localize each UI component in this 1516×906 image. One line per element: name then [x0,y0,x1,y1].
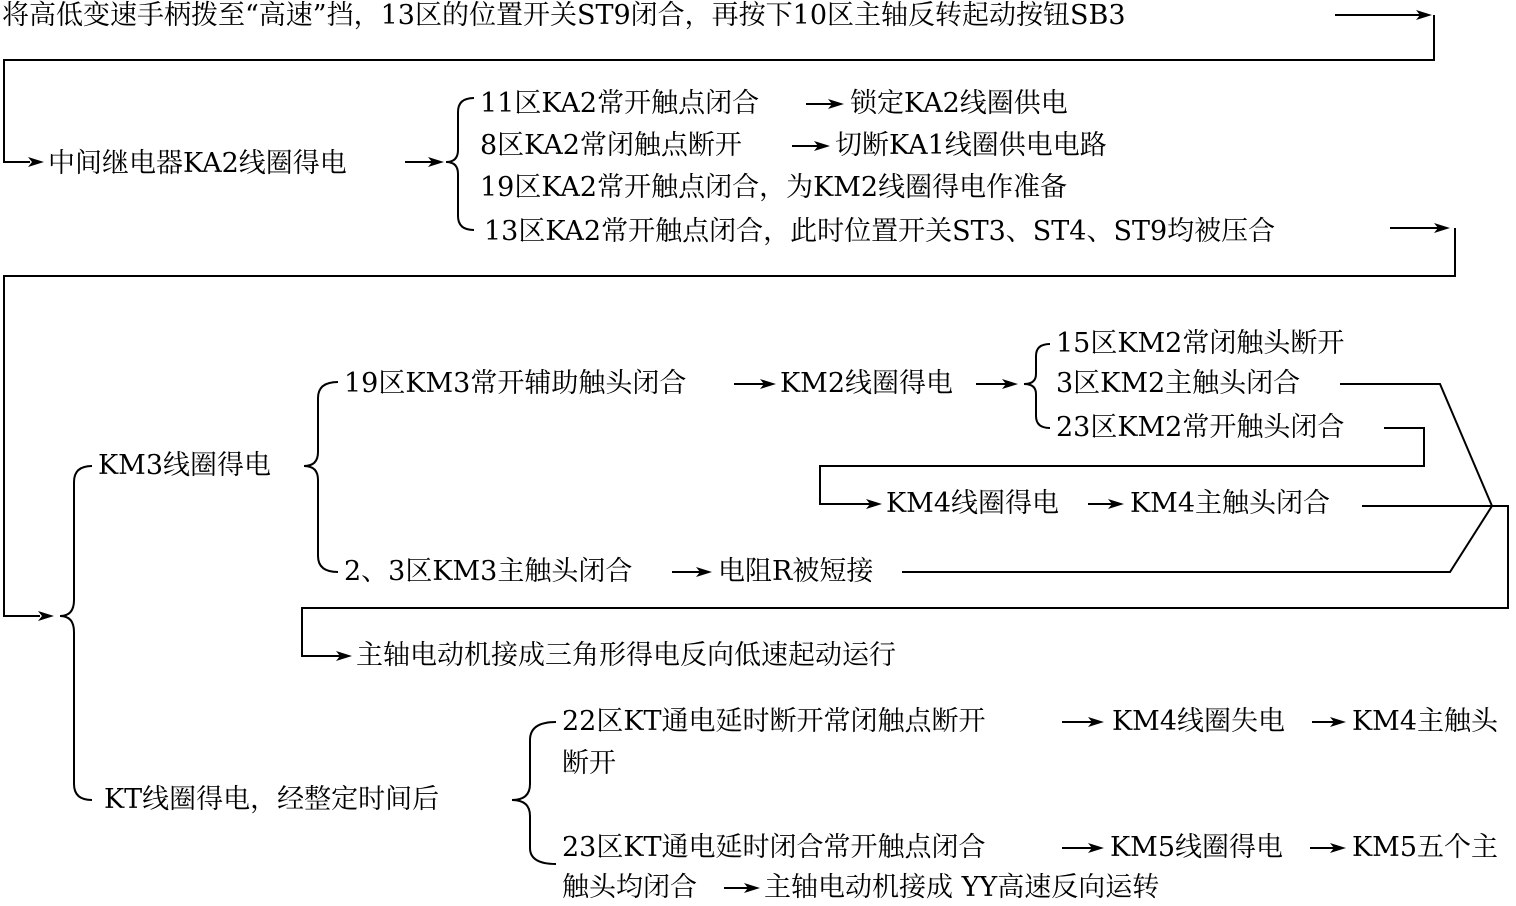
merge-line [902,506,1492,572]
km2-branch-2: 3区KM2主触头闭合 [1056,368,1301,399]
wrap-line [4,228,1455,616]
kt-branch-1-cont: 断开 [562,748,616,779]
kt-branch-2-cont: 触头均闭合 [562,872,697,903]
wrap-line [4,15,1434,162]
km2-brace [1024,344,1050,428]
kt-brace [512,722,556,864]
km3-branch-2-result: 电阻R被短接 [718,556,874,587]
kt-branch-2: 23区KT通电延时闭合常开触点闭合 [562,832,986,863]
ka2-branch-3: 19区KA2常开触点闭合，为KM2线圈得电作准备 [480,172,1068,203]
ka2-coil-node: 中间继电器KA2线圈得电 [48,148,347,179]
km3-branch-2: 2、3区KM3主触头闭合 [344,556,633,587]
arrow-head [28,157,44,167]
kt-branch-2-km5-main: KM5五个主 [1352,832,1498,863]
km2-branch-3: 23区KM2常开触头闭合 [1056,412,1345,443]
main-brace [60,466,92,800]
ka2-brace [446,98,474,230]
ka2-branch-1-result: 锁定KA2线圈供电 [850,88,1068,119]
step-start-text: 将高低变速手柄拨至“高速”挡，13区的位置开关ST9闭合，再按下10区主轴反转起动按钮SB3 [2,0,1126,31]
wrap-line [820,428,1424,504]
km3-branch-1: 19区KM3常开辅助触头闭合 [344,368,687,399]
arrow-head [38,611,54,621]
km4-main-contact: KM4主触头闭合 [1130,488,1330,519]
ka2-branch-2: 8区KA2常闭触点断开 [480,130,742,161]
km2-branch-1: 15区KM2常闭触头断开 [1056,328,1345,359]
km2-coil-node: KM2线圈得电 [780,368,953,399]
km3-coil-node: KM3线圈得电 [98,450,271,481]
km3-brace [304,382,338,572]
kt-branch-1-km4-coil: KM4线圈失电 [1112,706,1285,737]
kt-coil-node: KT线圈得电，经整定时间后 [104,784,440,815]
motor-yy-result: 主轴电动机接成 YY高速反向运转 [764,872,1160,903]
ka2-branch-4: 13区KA2常开触点闭合，此时位置开关ST3、ST4、ST9均被压合 [484,216,1276,247]
ka2-branch-2-result: 切断KA1线圈供电电路 [835,130,1107,161]
wrap-line [302,506,1508,656]
ka2-branch-1: 11区KA2常开触点闭合 [480,88,760,119]
kt-branch-2-km5-coil: KM5线圈得电 [1110,832,1283,863]
merge-line [1340,384,1492,506]
motor-delta-result: 主轴电动机接成三角形得电反向低速起动运行 [356,640,896,671]
kt-branch-1-km4-main: KM4主触头 [1352,706,1498,737]
kt-branch-1: 22区KT通电延时断开常闭触点断开 [562,706,986,737]
km4-coil-node: KM4线圈得电 [886,488,1059,519]
